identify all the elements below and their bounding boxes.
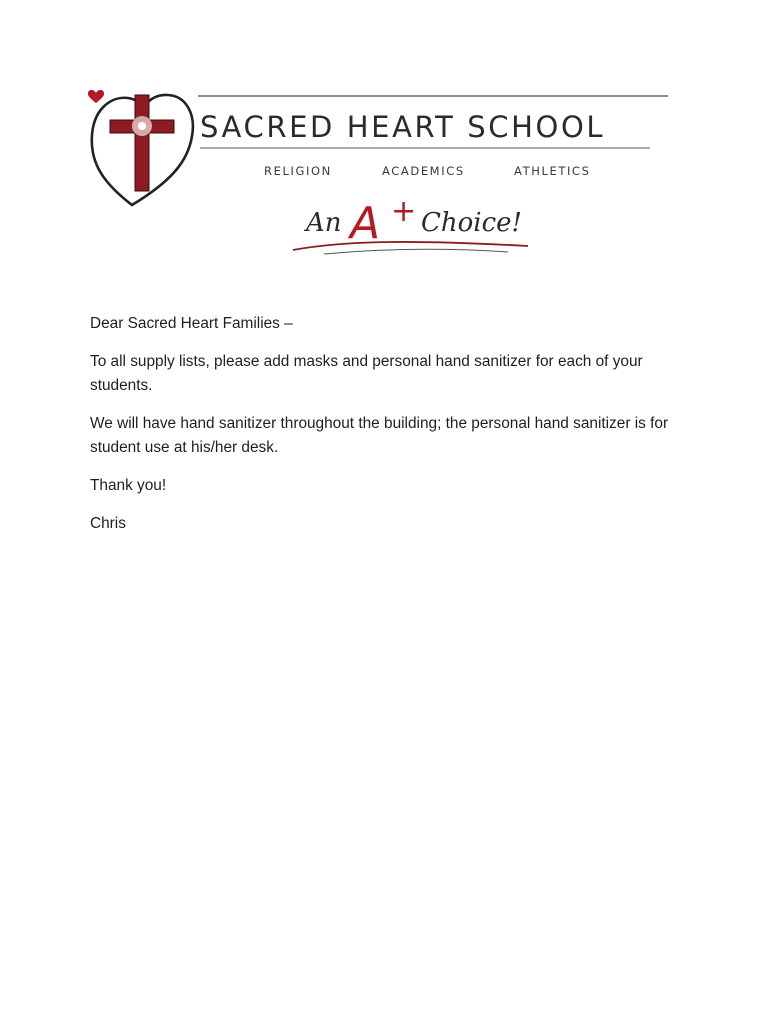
paragraph-hand-sanitizer: We will have hand sanitizer throughout the building; the personal hand sanitizer is for student use at his/her desk. [90,415,669,456]
motto-religion: RELIGION [264,164,332,178]
tagline-underline-2 [324,249,508,254]
letter-body [90,312,680,550]
tagline-plus: + [391,194,417,229]
motto-athletics: ATHLETICS [514,164,591,178]
signature: Chris [90,515,126,532]
tagline-grade: A [350,198,381,249]
salutation: Dear Sacred Heart Families – [90,315,293,332]
heart-icon [88,90,104,104]
cross-icon [110,95,174,191]
tagline-underline [293,242,528,250]
paragraph-supply-lists: To all supply lists, please add masks and personal hand sanitizer for each of your students. [90,353,643,394]
tagline-left: An [306,208,342,238]
closing: Thank you! [90,477,167,494]
motto-academics: ACADEMICS [382,164,465,178]
tagline-right: Choice! [421,208,523,238]
letterhead [88,90,670,260]
school-name: SACRED HEART SCHOOL [200,110,606,144]
